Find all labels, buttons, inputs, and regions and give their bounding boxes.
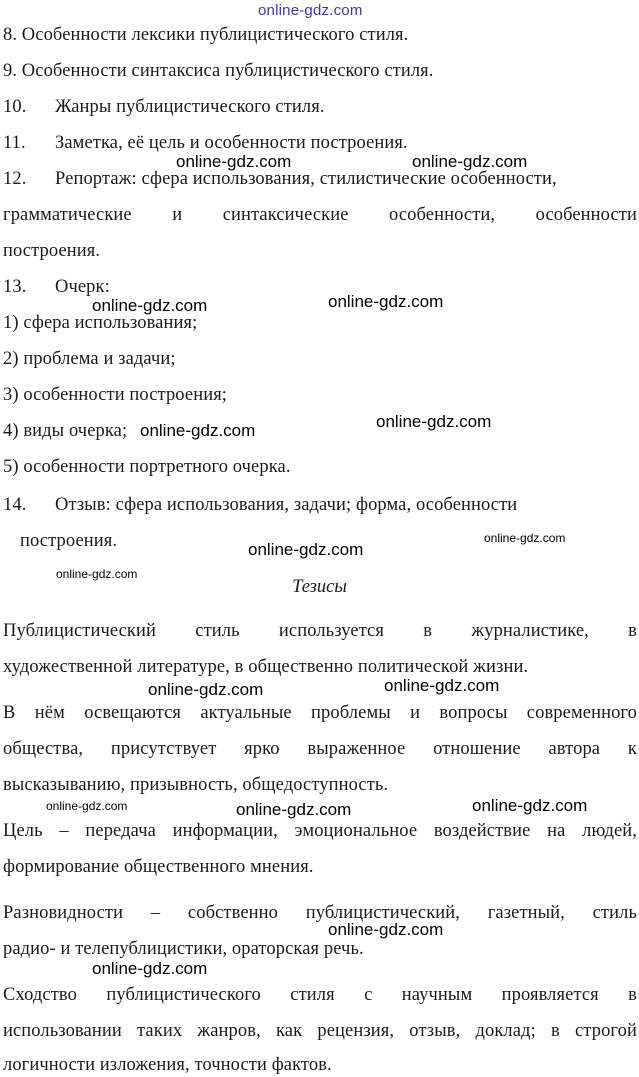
- paragraph-2-line-1: В нём освещаются актуальные проблемы и вопросы современного: [3, 703, 637, 723]
- list-item-9: 9. Особенности синтаксиса публицистического стиля.: [3, 61, 434, 81]
- watermark: online-gdz.com: [176, 152, 292, 171]
- paragraph-1-line-2: художественной литературе, в общественно политической жизни.: [3, 657, 529, 677]
- watermark: online-gdz.com: [472, 796, 588, 815]
- watermark: online-gdz.com: [376, 412, 492, 431]
- list-text: Очерк:: [55, 277, 110, 297]
- paragraph-5-line-3: логичности изложения, точности фактов.: [3, 1055, 332, 1075]
- sublist-item-1: 1) сфера использования;: [3, 313, 198, 333]
- paragraph-5-line-2: использовании таких жанров, как рецензия, отзыв, доклад; в строгой: [3, 1021, 637, 1041]
- paragraph-1-line-1: Публицистический стиль используется в журналистике, в: [3, 621, 637, 641]
- list-number: 14.: [3, 495, 27, 515]
- paragraph-3-line-1: Цель – передача информации, эмоциональное воздействие на людей,: [3, 821, 637, 841]
- watermark: online-gdz.com: [384, 676, 500, 695]
- watermark: online-gdz.com: [92, 296, 208, 315]
- watermark: online-gdz.com: [56, 567, 138, 581]
- list-number: 13.: [3, 277, 27, 297]
- list-text: Отзыв: сфера использования, задачи; форма, особенности: [55, 495, 518, 515]
- paragraph-4-line-1: Разновидности – собственно публицистический, газетный, стиль: [3, 903, 637, 923]
- list-item-12-cont: грамматические и синтаксические особенности, особенности: [3, 205, 637, 225]
- sublist-item-3: 3) особенности построения;: [3, 385, 228, 405]
- watermark-top: online-gdz.com: [258, 2, 363, 19]
- watermark: online-gdz.com: [46, 799, 128, 813]
- list-item-11: [3, 132, 637, 154]
- watermark: online-gdz.com: [328, 292, 444, 311]
- watermark: online-gdz.com: [484, 531, 566, 545]
- watermark: online-gdz.com: [92, 959, 208, 978]
- paragraph-2-line-2: общества, присутствует ярко выраженное отношение автора к: [3, 739, 637, 759]
- list-item-13: [3, 276, 637, 298]
- paragraph-4-line-2: радио- и телепублицистики, ораторская речь.: [3, 939, 364, 959]
- watermark: online-gdz.com: [148, 680, 264, 699]
- sublist-item-5: 5) особенности портретного очерка.: [3, 457, 291, 477]
- list-text: Жанры публицистического стиля.: [55, 97, 325, 117]
- list-number: 11.: [3, 133, 26, 153]
- list-item-14: [3, 494, 637, 516]
- paragraph-3-line-2: формирование общественного мнения.: [3, 857, 314, 877]
- watermark: online-gdz.com: [412, 152, 528, 171]
- sublist-item-2: 2) проблема и задачи;: [3, 349, 176, 369]
- list-number: 10.: [3, 97, 27, 117]
- list-number: 12.: [3, 169, 27, 189]
- list-text: Репортаж: сфера использования, стилистические особенности,: [55, 169, 557, 189]
- watermark: online-gdz.com: [328, 920, 444, 939]
- paragraph-5-line-1: Сходство публицистического стиля с научным проявляется в: [3, 985, 637, 1005]
- list-item-8: 8. Особенности лексики публицистического стиля.: [3, 25, 409, 45]
- sublist-item-4: 4) виды очерка;: [3, 421, 128, 441]
- list-item-10: [3, 96, 637, 118]
- watermark: online-gdz.com: [248, 540, 364, 559]
- paragraph-2-line-3: высказыванию, призывность, общедоступность.: [3, 775, 389, 795]
- watermark: online-gdz.com: [140, 421, 256, 440]
- list-text: Заметка, её цель и особенности построения.: [55, 133, 408, 153]
- watermark: online-gdz.com: [236, 800, 352, 819]
- list-item-12: [3, 168, 637, 190]
- list-item-12-end: построения.: [3, 241, 101, 261]
- list-item-14-end: построения.: [20, 531, 118, 551]
- section-heading: Тезисы: [292, 577, 347, 597]
